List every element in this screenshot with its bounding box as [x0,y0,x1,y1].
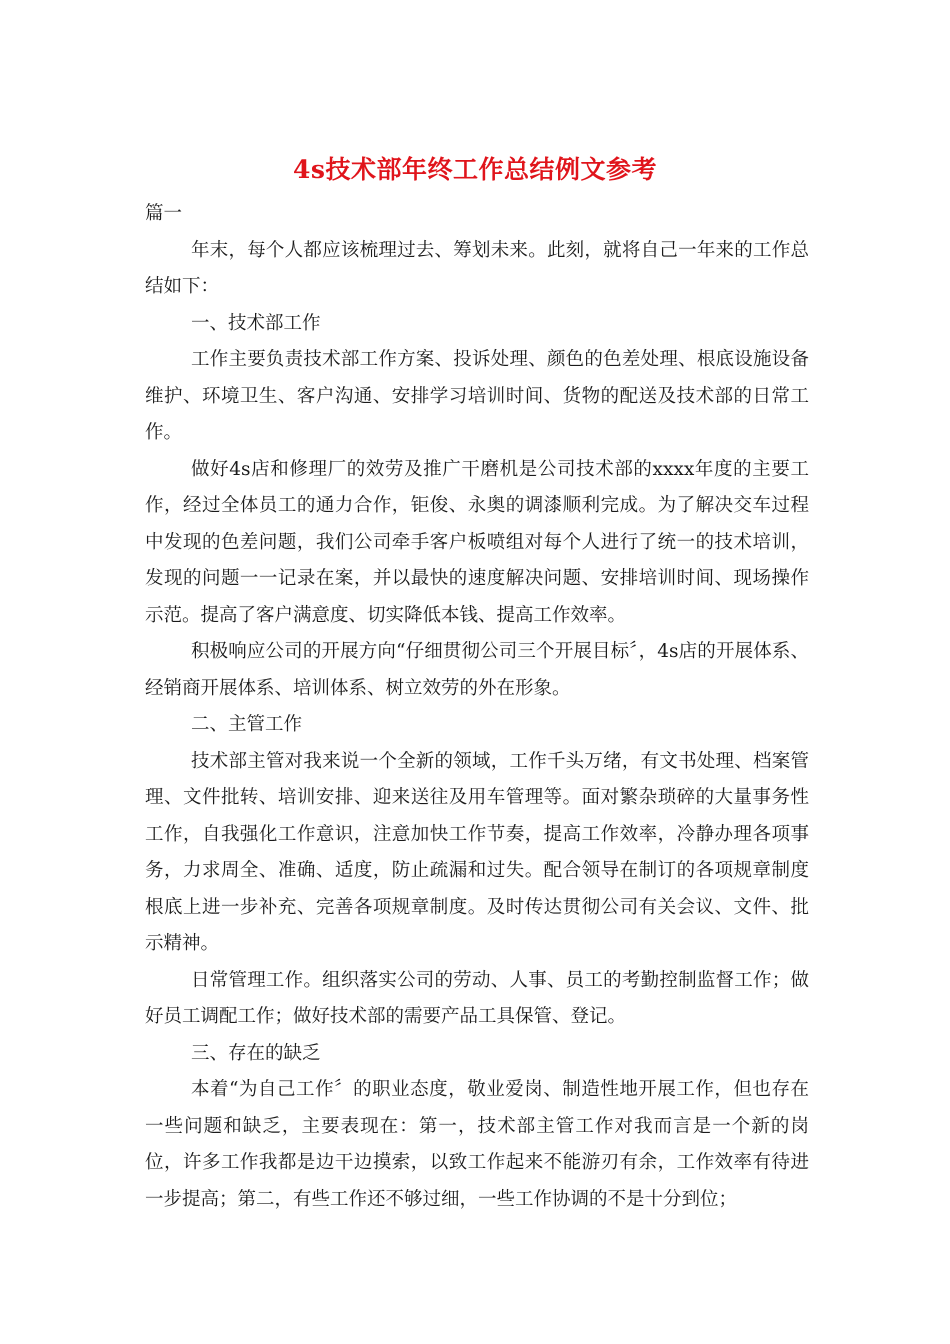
paragraph-daily-management: 日常管理工作。组织落实公司的劳动、人事、员工的考勤控制监督工作；做好员工调配工作；做好技术部的需要产品工具保管、登记。 [145,969,809,1027]
paragraph-supervisor: 技术部主管对我来说一个全新的领域，工作千头万绪，有文书处理、档案管理、文件批转、培训安排、迎来送往及用车管理等。面对繁杂琐碎的大量事务性工作，自我强化工作意识，注意加快工作节奏，提高工作效率，冷静办理各项事务，力求周全、准确、适度，防止疏漏和过失。配合领导在制订的各项规章制度根底上进一步补充、完善各项规章制度。及时传达贯彻公司有关会议、文件、批示精神。 [145,750,809,954]
paragraph-duties: 工作主要负责技术部工作方案、投诉处理、颜色的色差处理、根底设施设备维护、环境卫生、客户沟通、安排学习培训时间、货物的配送及技术部的日常工作。 [145,349,809,443]
section-heading-2: 二、主管工作 [191,714,303,735]
paragraph-direction: 积极响应公司的开展方向“仔细贯彻公司三个开展目标〞，4s店的开展体系、经销商开展体系、培训体系、树立效劳的外在形象。 [145,641,809,699]
section-heading-3: 三、存在的缺乏 [191,1042,321,1064]
paragraph-shortcomings: 本着“为自己工作〞的职业态度，敬业爱岗、制造性地开展工作，但也存在一些问题和缺乏，主要表现在：第一，技术部主管工作对我而言是一个新的岗位，许多工作我都是边干边摸索，以致工作起来不能游刃有余，工作效率有待进一步提高；第二，有些工作还不够过细，一些工作协调的不是十分到位； [145,1079,809,1210]
document-title: 4s技术部年终工作总结例文参考 [293,155,657,184]
intro-paragraph: 年末，每个人都应该梳理过去、筹划未来。此刻，就将自己一年来的工作总结如下： [145,239,809,297]
section-label: 篇一 [145,203,183,224]
section-heading-1: 一、技术部工作 [191,312,321,334]
document-body [145,196,809,1218]
paragraph-service: 做好4s店和修理厂的效劳及推广干磨机是公司技术部的xxxx年度的主要工作，经过全体员工的通力合作，钜俊、永奥的调漆顺利完成。为了解决交车过程中发现的色差问题，我们公司牵手客户板喷组对每个人进行了统一的技术培训，发现的问题一一记录在案，并以最快的速度解决问题、安排培训时间、现场操作示范。提高了客户满意度、切实降低本钱、提高工作效率。 [145,458,809,626]
